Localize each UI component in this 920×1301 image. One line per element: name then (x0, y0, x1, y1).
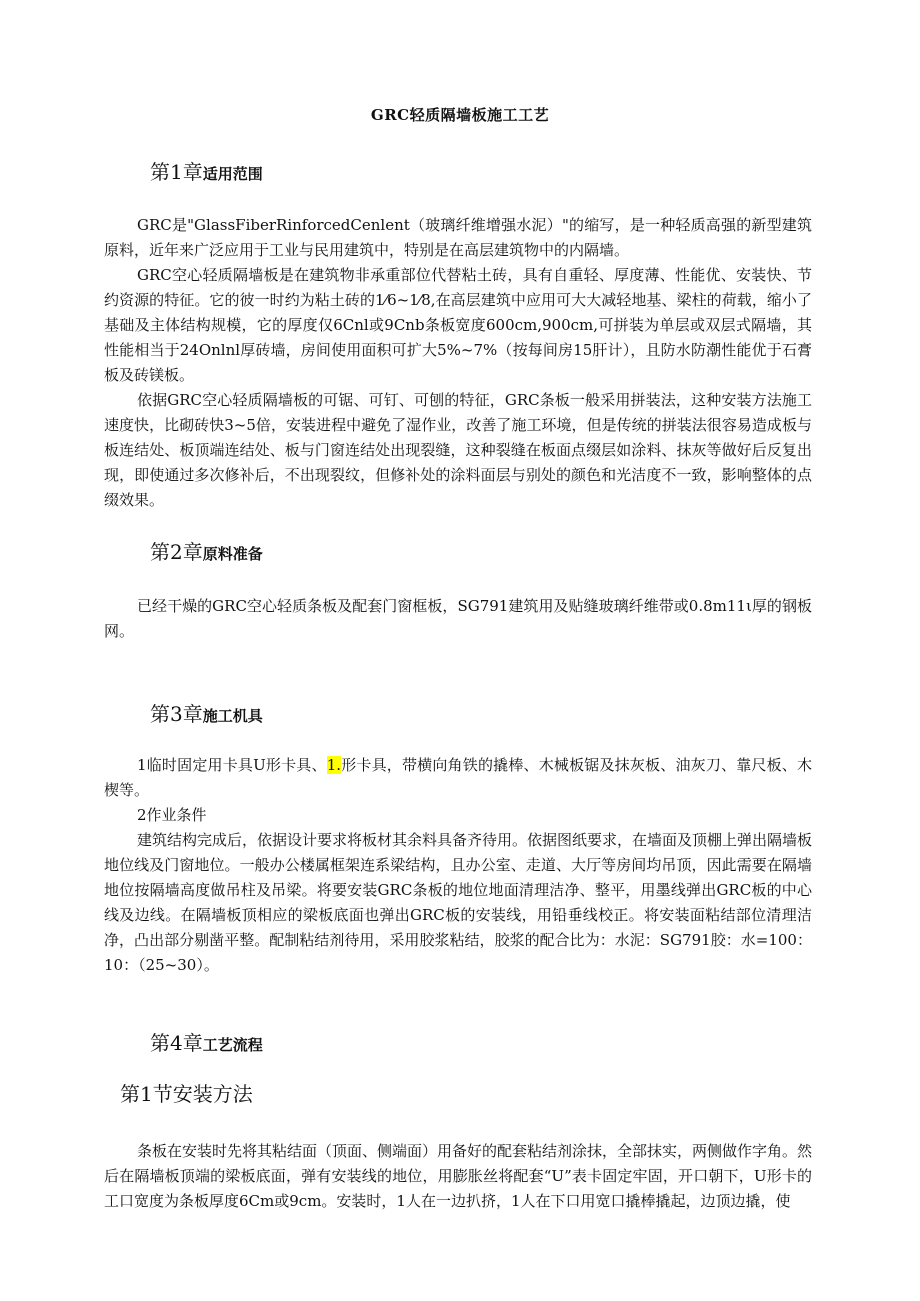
paragraph-tools (104, 753, 812, 803)
chapter-2-number: 第2章 (150, 540, 203, 564)
chapter-2-heading (150, 540, 263, 566)
highlighted-text: 1. (326, 756, 342, 774)
chapter-3-title: 施工机具 (202, 707, 263, 725)
section-1-heading: 第1节安装方法 (120, 1082, 253, 1106)
chapter-4-number: 第4章 (150, 1031, 203, 1055)
chapter-1-number: 第1章 (150, 160, 203, 184)
chapter-4-heading (150, 1031, 263, 1057)
paragraph-grc-definition: GRC是"GlassFiberRinforcedCenlent（玻璃纤维增强水泥）"的缩写，是一种轻质高强的新型建筑原料，近年来广泛应用于工业与民用建筑中，特别是在高层建筑物中的内隔墙。 (104, 216, 812, 259)
chapter-2-title: 原料准备 (202, 545, 263, 563)
document-title: GRC轻质隔墙板施工工艺 (370, 106, 550, 124)
chapter-3-heading (150, 702, 263, 728)
chapter-4-title: 工艺流程 (202, 1036, 263, 1054)
paragraph-work-conditions: 建筑结构完成后，依据设计要求将板材其余料具备齐待用。依据图纸要求，在墙面及顶棚上弹出隔墙板地位线及门窗地位。一般办公楼属框架连系梁结构，且办公室、走道、大厅等房间均吊顶，因此需要在隔墙地位按隔墙高度做吊柱及吊梁。将要安装GRC条板的地位地面清理洁净、整平，用墨线弹出GRC板的中心线及边线。在隔墙板顶相应的梁板底面也弹出GRC板的安装线，用铅垂线校正。将安装面粘结部位清理洁净，凸出部分剔凿平整。配制粘结剂待用，采用胶浆粘结，胶浆的配合比为：水泥：SG791胶：水=100：10：（25~30）。 (104, 831, 813, 974)
paragraph-grc-features: GRC空心轻质隔墙板是在建筑物非承重部位代替粘土砖，具有自重轻、厚度薄、性能优、安装快、节约资源的特征。它的彼一时约为粘土砖的1⁄6~1⁄8,在高层建筑中应用可大大减轻地基、梁柱的荷载，缩小了基础及主体结构规模，它的厚度仅6Cnl或9Cnb条板宽度600cm,900cm,可拼装为单层或双层式隔墙，其性能相当于24Onlnl厚砖墙，房间使用面积可扩大5%~7%（按每间房15肝计），且防水防潮性能优于石膏板及砖镁板。 (104, 266, 812, 384)
paragraph-installation-method: 条板在安装时先将其粘结面（顶面、侧端面）用备好的配套粘结剂涂抹，全部抹实，两侧做作字角。然后在隔墙板顶端的梁板底面，弹有安装线的地位，用膨胀丝将配套“U”表卡固定牢固，开口朝下，U形卡的工口宽度为条板厚度6Cm或9cm。安装时，1人在一边扒挤，1人在下口用宽口撬棒撬起，边顶边撬，使 (104, 1142, 813, 1210)
chapter-3-number: 第3章 (150, 702, 203, 726)
tools-text-start: 1临时固定用卡具U形卡具、 (137, 756, 327, 774)
chapter-1-heading (150, 160, 263, 186)
tools-text-end: 形卡具，带横向角铁的撬棒、木械板锯及抹灰板、油灰刀、靠尺板、木楔等。 (104, 756, 812, 799)
paragraph-installation-issues: 依据GRC空心轻质隔墙板的可锯、可钉、可刨的特征，GRC条板一般采用拼装法，这种安装方法施工速度快，比砌砖快3~5倍，安装进程中避免了湿作业，改善了施工环境，但是传统的拼装法很容易造成板与板连结处、板顶端连结处、板与门窗连结处出现裂缝，这种裂缝在板面点缀层如涂料、抹灰等做好后反复出现，即使通过多次修补后，不出现裂纹，但修补处的涂料面层与别处的颜色和光洁度不一致，影响整体的点缀效果。 (104, 391, 812, 509)
paragraph-materials: 已经干燥的GRC空心轻质条板及配套门窗框板，SG791建筑用及贴缝玻璃纤维带或0.8m11ι厚的钢板网。 (104, 597, 812, 640)
subheading-work-conditions: 2作业条件 (137, 806, 207, 824)
chapter-1-title: 适用范围 (202, 165, 263, 183)
